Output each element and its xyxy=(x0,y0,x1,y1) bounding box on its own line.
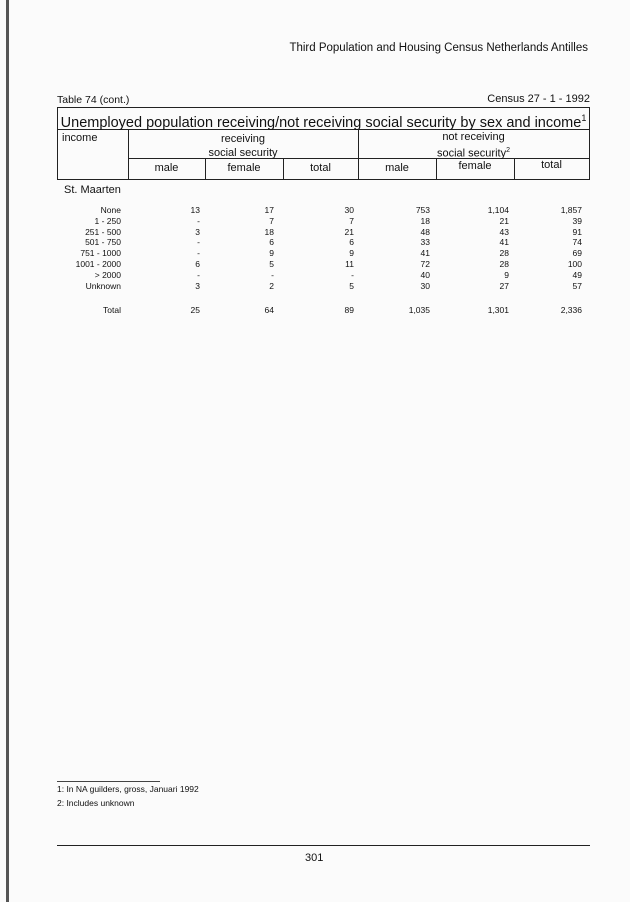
cell-value: 7 xyxy=(269,215,274,226)
row-label: 501 - 750 xyxy=(85,237,121,248)
cell-value: 11 xyxy=(345,259,354,269)
cell-value: 30 xyxy=(344,205,354,215)
cell-value: 13 xyxy=(190,205,200,215)
cell-value: 27 xyxy=(499,280,509,291)
cell-value: 17 xyxy=(264,205,274,215)
col-female-not: female xyxy=(458,160,492,172)
cell-value: - xyxy=(197,269,200,280)
not-receiving-footnote-mark: 2 xyxy=(506,147,510,154)
cell-value: 74 xyxy=(572,237,582,248)
cell-value: 43 xyxy=(499,226,509,237)
receiving-line1: receiving xyxy=(220,133,266,145)
not-receiving-header xyxy=(358,130,589,161)
cell-value: 25 xyxy=(190,305,200,315)
table-label: Table 74 (cont.) xyxy=(57,94,130,106)
col-total: total xyxy=(310,162,331,174)
table-header xyxy=(57,107,590,180)
row-label: None xyxy=(100,205,121,215)
cell-value: 21 xyxy=(499,215,509,226)
cell-value: 57 xyxy=(572,280,582,291)
cell-value: 39 xyxy=(572,215,582,226)
cell-value: 72 xyxy=(420,259,430,269)
cell-value: - xyxy=(351,269,354,280)
cell-value: 41 xyxy=(499,237,509,248)
cell-value: 40 xyxy=(420,269,430,280)
col-male: male xyxy=(154,162,179,174)
cell-value: 3 xyxy=(195,280,200,291)
cell-value: 91 xyxy=(572,226,582,237)
row-label: > 2000 xyxy=(94,269,121,280)
cell-value: 9 xyxy=(504,269,509,280)
row-label: 1001 - 2000 xyxy=(75,259,121,269)
cell-value: 28 xyxy=(499,248,509,259)
receiving-header xyxy=(128,132,358,160)
cell-value: - xyxy=(197,237,200,248)
cell-value: 5 xyxy=(269,259,274,269)
running-header: Third Population and Housing Census Netherlands Antilles xyxy=(289,42,588,54)
row-label: Unknown xyxy=(85,280,121,291)
cell-value: - xyxy=(271,269,274,280)
cell-value: 753 xyxy=(415,205,430,215)
cell-value: 1,857 xyxy=(560,205,582,215)
footnote-1: 1: In NA guilders, gross, Januari 1992 xyxy=(57,784,199,794)
cell-value: 64 xyxy=(264,305,274,315)
cell-value: 49 xyxy=(572,269,582,280)
census-date: Census 27 - 1 - 1992 xyxy=(487,93,590,105)
income-header: income xyxy=(62,132,98,144)
cell-value: 6 xyxy=(349,237,354,248)
cell-value: 69 xyxy=(572,248,582,259)
title-text: Unemployed population receiving/not receiving social security by sex and income xyxy=(60,114,582,131)
cell-value: 3 xyxy=(195,226,200,237)
cell-value: 30 xyxy=(420,280,430,291)
cell-value: 89 xyxy=(344,305,354,315)
cell-value: 48 xyxy=(420,226,430,237)
region-label: St. Maarten xyxy=(64,184,121,196)
title-footnote-mark: 1 xyxy=(581,113,587,123)
cell-value: 1,035 xyxy=(408,305,430,315)
cell-value: 41 xyxy=(420,248,430,259)
not-receiving-line2: social security xyxy=(437,147,507,160)
cell-value: 2,336 xyxy=(560,305,582,315)
col-female: female xyxy=(227,162,261,174)
cell-value: - xyxy=(197,248,200,259)
row-label: 251 - 500 xyxy=(85,226,121,237)
cell-value: 100 xyxy=(567,259,582,269)
cell-value: 1,301 xyxy=(487,305,509,315)
footnote-2: 2: Includes unknown xyxy=(57,798,135,808)
row-label: Total xyxy=(103,305,121,315)
cell-value: 5 xyxy=(349,280,354,291)
page-number: 301 xyxy=(305,852,324,864)
cell-value: 2 xyxy=(269,280,274,291)
not-receiving-line1: not receiving xyxy=(442,131,505,143)
row-label: 1 - 250 xyxy=(94,215,121,226)
cell-value: 7 xyxy=(349,215,354,226)
receiving-line2: social security xyxy=(208,147,278,159)
cell-value: 1,104 xyxy=(487,205,509,215)
cell-value: 33 xyxy=(420,237,430,248)
cell-value: - xyxy=(197,215,200,226)
cell-value: 6 xyxy=(195,259,200,269)
cell-value: 28 xyxy=(499,259,509,269)
table-title xyxy=(58,108,589,130)
row-label: 751 - 1000 xyxy=(80,248,121,259)
cell-value: 21 xyxy=(344,226,354,237)
col-male-not: male xyxy=(385,162,409,174)
cell-value: 9 xyxy=(269,248,274,259)
cell-value: 18 xyxy=(264,226,274,237)
col-total-not: total xyxy=(541,159,562,171)
cell-value: 9 xyxy=(349,248,354,259)
cell-value: 6 xyxy=(269,237,274,248)
cell-value: 18 xyxy=(420,215,430,226)
